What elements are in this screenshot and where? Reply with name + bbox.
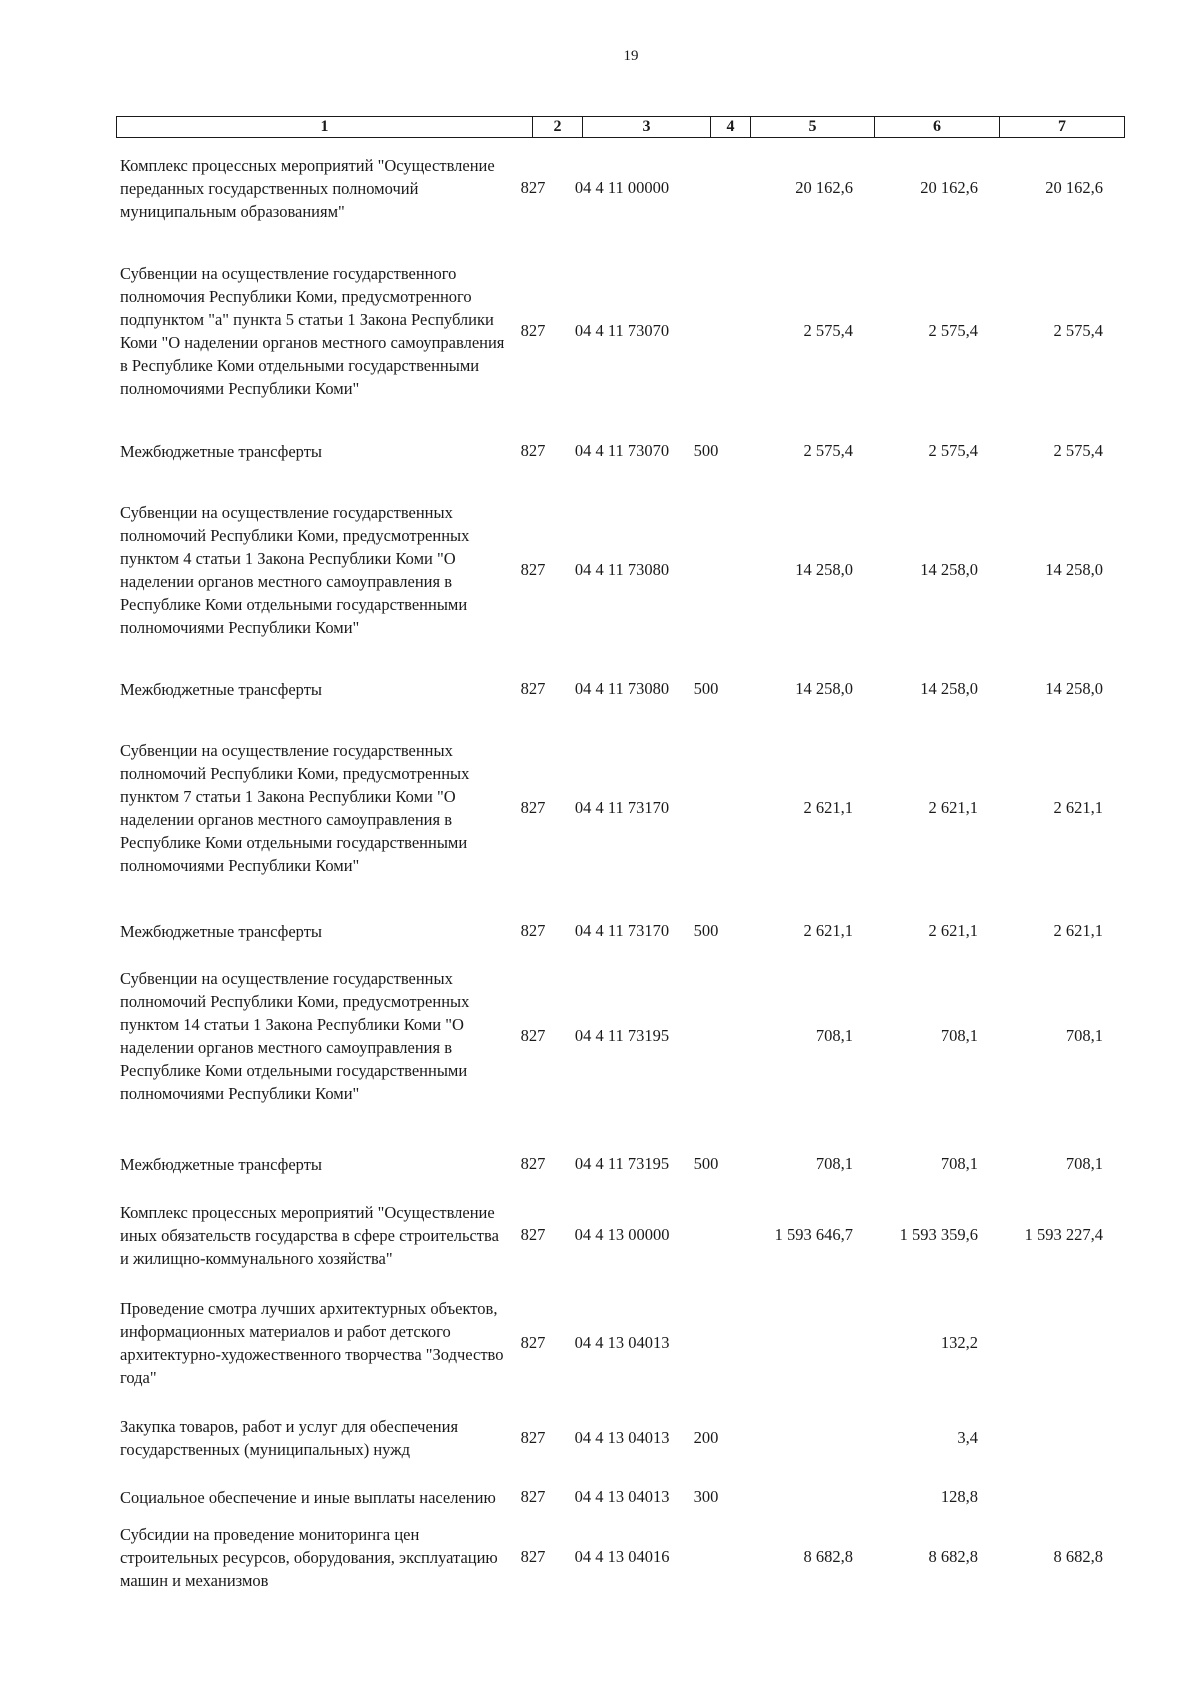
row-csr: 04 4 13 04013 [574, 1487, 670, 1506]
row-csr: 04 4 11 73080 [574, 679, 670, 698]
row-csr: 04 4 13 04016 [574, 1547, 670, 1566]
row-amount-3: 20 162,6 [1045, 178, 1103, 197]
row-name: Субвенции на осуществление государственных полномочий Республики Коми, предусмотренных пунктом 4 статьи 1 Закона Республики Коми "О наделении органов местного самоуправления в Республике Коми отдельными государственными полномочиями Республики Коми" [120, 503, 470, 637]
row-name: Межбюджетные трансферты [120, 1154, 323, 1174]
table-row [116, 154, 1124, 223]
row-amount-2: 3,4 [957, 1428, 978, 1447]
row-csr: 04 4 13 04013 [574, 1428, 670, 1447]
row-csr: 04 4 11 73170 [574, 798, 670, 817]
row-amount-1: 708,1 [815, 1154, 853, 1173]
row-amount-3: 2 575,4 [1053, 321, 1103, 340]
row-amount-1: 2 575,4 [803, 441, 853, 460]
row-amount-3: 708,1 [1065, 1154, 1103, 1173]
table-row [116, 1415, 1124, 1461]
row-amount-3: 8 682,8 [1053, 1547, 1103, 1566]
header-col-1: 1 [117, 117, 533, 138]
row-gr: 827 [520, 798, 546, 817]
row-amount-1: 2 621,1 [803, 798, 853, 817]
row-amount-2: 20 162,6 [920, 178, 978, 197]
row-amount-1: 8 682,8 [803, 1547, 853, 1566]
header-col-7: 7 [1000, 117, 1125, 138]
table-row [116, 1523, 1124, 1592]
row-vr: 500 [693, 679, 719, 698]
row-gr: 827 [520, 321, 546, 340]
table-row [116, 501, 1124, 639]
row-vr: 200 [693, 1428, 719, 1447]
row-gr: 827 [520, 1547, 546, 1566]
row-csr: 04 4 11 73070 [574, 321, 670, 340]
row-vr: 500 [693, 441, 719, 460]
row-gr: 827 [520, 1333, 546, 1352]
header-col-3: 3 [583, 117, 711, 138]
row-gr: 827 [520, 441, 546, 460]
row-amount-2: 1 593 359,6 [899, 1225, 978, 1244]
row-csr: 04 4 11 73195 [574, 1154, 670, 1173]
row-name: Социальное обеспечение и иные выплаты населению [120, 1487, 496, 1507]
row-amount-1: 14 258,0 [795, 560, 853, 579]
row-gr: 827 [520, 178, 546, 197]
row-name: Субвенции на осуществление государственных полномочий Республики Коми, предусмотренных пунктом 7 статьи 1 Закона Республики Коми "О наделении органов местного самоуправления в Республике Коми отдельными государственными полномочиями Республики Коми" [120, 741, 470, 875]
row-csr: 04 4 11 00000 [574, 178, 670, 197]
table-row [116, 1486, 1124, 1509]
table-row [116, 739, 1124, 877]
row-csr: 04 4 11 73080 [574, 560, 670, 579]
row-csr: 04 4 13 04013 [574, 1333, 670, 1352]
row-amount-3: 14 258,0 [1045, 679, 1103, 698]
row-amount-2: 708,1 [940, 1154, 978, 1173]
row-gr: 827 [520, 1154, 546, 1173]
table-row [116, 678, 1124, 701]
table-row [116, 440, 1124, 463]
row-amount-3: 1 593 227,4 [1024, 1225, 1103, 1244]
row-amount-2: 14 258,0 [920, 560, 978, 579]
header-col-5: 5 [751, 117, 875, 138]
table-header [116, 116, 1125, 138]
row-name: Субвенции на осуществление государственных полномочий Республики Коми, предусмотренных пунктом 14 статьи 1 Закона Республики Коми "О наделении органов местного самоуправления в Республике Коми отдельными государственными полномочиями Республики Коми" [120, 969, 470, 1103]
row-name: Межбюджетные трансферты [120, 921, 323, 941]
table-row [116, 967, 1124, 1105]
table-row [116, 262, 1124, 400]
row-amount-1: 2 575,4 [803, 321, 853, 340]
row-name: Комплекс процессных мероприятий "Осуществление иных обязательств государства в сфере строительства и жилищно-коммунального хозяйства" [120, 1202, 499, 1268]
row-amount-1: 2 621,1 [803, 921, 853, 940]
row-gr: 827 [520, 679, 546, 698]
header-col-4: 4 [711, 117, 751, 138]
row-name: Проведение смотра лучших архитектурных объектов, информационных материалов и работ детского архитектурно-художественного творчества "Зодчество года" [120, 1299, 504, 1387]
row-gr: 827 [520, 1428, 546, 1447]
row-vr: 500 [693, 1154, 719, 1173]
row-csr: 04 4 13 00000 [574, 1225, 670, 1244]
row-name: Межбюджетные трансферты [120, 441, 323, 461]
row-name: Межбюджетные трансферты [120, 679, 323, 699]
row-amount-2: 14 258,0 [920, 679, 978, 698]
header-col-6: 6 [875, 117, 1000, 138]
table-row [116, 1297, 1124, 1389]
row-amount-2: 132,2 [940, 1333, 978, 1352]
row-amount-1: 1 593 646,7 [774, 1225, 853, 1244]
row-name: Субвенции на осуществление государственного полномочия Республики Коми, предусмотренного подпунктом "а" пункта 5 статьи 1 Закона Республики Коми "О наделении органов местного самоуправления в Республике Коми отдельными государственными полномочиями Республики Коми" [120, 264, 505, 398]
row-gr: 827 [520, 1225, 546, 1244]
row-name: Закупка товаров, работ и услуг для обеспечения государственных (муниципальных) нужд [120, 1417, 459, 1459]
row-amount-3: 2 621,1 [1053, 798, 1103, 817]
row-csr: 04 4 11 73070 [574, 441, 670, 460]
row-name: Субсидии на проведение мониторинга цен строительных ресурсов, оборудования, эксплуатацию машин и механизмов [120, 1524, 498, 1590]
row-vr: 300 [693, 1487, 719, 1506]
row-gr: 827 [520, 1026, 546, 1045]
row-gr: 827 [520, 560, 546, 579]
table-row [116, 1153, 1124, 1176]
row-amount-2: 2 575,4 [928, 441, 978, 460]
row-amount-2: 128,8 [940, 1487, 978, 1506]
row-gr: 827 [520, 1487, 546, 1506]
table-row [116, 1201, 1124, 1270]
row-amount-2: 2 575,4 [928, 321, 978, 340]
table-row [116, 920, 1124, 943]
header-col-2: 2 [533, 117, 583, 138]
row-csr: 04 4 11 73195 [574, 1026, 670, 1045]
row-amount-3: 2 575,4 [1053, 441, 1103, 460]
row-csr: 04 4 11 73170 [574, 921, 670, 940]
row-amount-2: 708,1 [940, 1026, 978, 1045]
row-gr: 827 [520, 921, 546, 940]
row-amount-1: 20 162,6 [795, 178, 853, 197]
page-number: 19 [623, 48, 639, 64]
row-amount-2: 2 621,1 [928, 921, 978, 940]
row-name: Комплекс процессных мероприятий "Осуществление переданных государственных полномочий муниципальным образованиям" [120, 155, 495, 221]
row-amount-3: 708,1 [1065, 1026, 1103, 1045]
row-amount-3: 14 258,0 [1045, 560, 1103, 579]
row-amount-1: 708,1 [815, 1026, 853, 1045]
row-amount-2: 8 682,8 [928, 1547, 978, 1566]
row-amount-3: 2 621,1 [1053, 921, 1103, 940]
row-amount-1: 14 258,0 [795, 679, 853, 698]
row-vr: 500 [693, 921, 719, 940]
row-amount-2: 2 621,1 [928, 798, 978, 817]
